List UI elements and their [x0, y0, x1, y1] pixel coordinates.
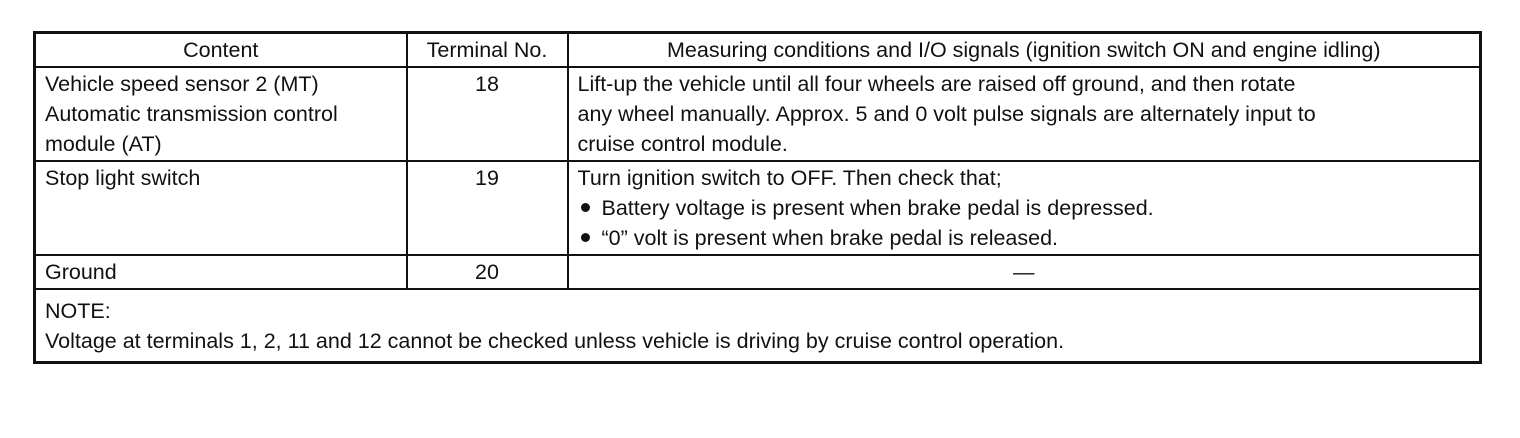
content-line: module (AT): [45, 132, 162, 156]
content-line: Automatic transmission control: [45, 102, 338, 126]
table-row: [35, 255, 1481, 289]
bullet-icon: [581, 233, 590, 242]
not-applicable-dash: —: [1013, 260, 1035, 284]
condition-line: Lift-up the vehicle until all four wheels are raised off ground, and then rotate: [577, 72, 1296, 96]
note-text: Voltage at terminals 1, 2, 11 and 12 cannot be checked unless vehicle is driving by cruise control operation.: [45, 329, 1065, 353]
condition-cell: [568, 255, 1481, 289]
condition-intro: Turn ignition switch to OFF. Then check that;: [577, 166, 1002, 190]
condition-line: cruise control module.: [577, 132, 788, 156]
content-line: Ground: [45, 260, 117, 284]
content-line: Vehicle speed sensor 2 (MT): [45, 72, 319, 96]
bullet-icon: [581, 203, 590, 212]
header-terminal-no: Terminal No.: [407, 33, 568, 68]
condition-cell: [568, 67, 1481, 161]
condition-bullet: [578, 193, 1471, 223]
header-measuring-conditions: Measuring conditions and I/O signals (ignition switch ON and engine idling): [568, 33, 1481, 68]
header-row: [35, 33, 1481, 68]
content-cell: [35, 67, 407, 161]
terminal-number: 18: [407, 67, 568, 161]
table-row: [35, 67, 1481, 161]
content-line: Stop light switch: [45, 166, 201, 190]
content-cell: [35, 161, 407, 255]
terminal-number: 19: [407, 161, 568, 255]
condition-cell: [568, 161, 1481, 255]
terminal-table: [33, 31, 1482, 364]
table-row: [35, 161, 1481, 255]
note-label: NOTE:: [45, 299, 111, 323]
condition-bullet: [578, 223, 1471, 253]
note-row: [35, 289, 1481, 363]
note-cell: [35, 289, 1481, 363]
header-content: Content: [35, 33, 407, 68]
bullet-text: Battery voltage is present when brake pedal is depressed.: [601, 196, 1154, 220]
content-cell: [35, 255, 407, 289]
condition-line: any wheel manually. Approx. 5 and 0 volt pulse signals are alternately input to: [577, 102, 1316, 126]
bullet-text: “0” volt is present when brake pedal is released.: [601, 226, 1059, 250]
terminal-number: 20: [407, 255, 568, 289]
